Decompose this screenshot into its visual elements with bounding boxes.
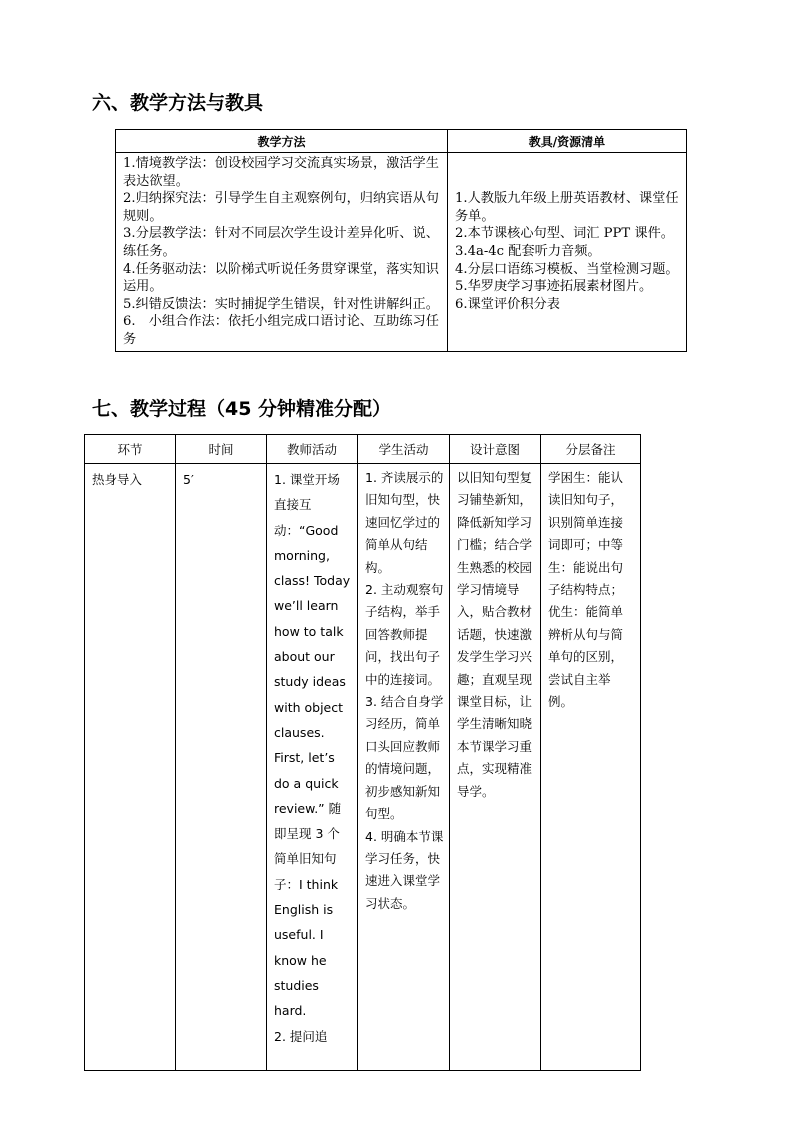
tiered-notes-cell: 学困生：能认读旧知句子，识别简单连接词即可；中等生：能说出句子结构特点；优生：能简单辨析从句与简单句的区别，尝试自主举例。 (541, 464, 641, 1071)
student-activity-item: 1. 齐读展示的旧知句型，快速回忆学过的简单从句结构。 (365, 470, 444, 575)
time-header: 时间 (176, 435, 267, 464)
method-item: 3.分层教学法：针对不同层次学生设计差异化听、说、练任务。 (123, 226, 439, 259)
resource-item: 3.4a-4c 配套听力音频。 (455, 243, 601, 259)
student-activity-header: 学生活动 (358, 435, 450, 464)
teacher-activity-item: 1. 课堂开场直接互动：“Good morning, class! Today we’ll learn how to talk about our study ideas with object clauses. First, let’s do a quick review.” 随即呈现 3 个简单旧知句子：I think English is useful. I know he studies hard. (274, 472, 351, 1019)
section-seven-title: 七、教学过程（45 分钟精准分配） (92, 398, 392, 420)
teacher-activity-header: 教师活动 (267, 435, 358, 464)
teacher-activity-item: 2. 提问追 (274, 1028, 328, 1044)
resource-item: 5.华罗庚学习事迹拓展素材图片。 (455, 279, 653, 295)
stage-cell: 热身导入 (85, 464, 176, 1071)
methods-header: 教学方法 (116, 130, 448, 153)
student-activity-item: 3. 结合自身学习经历，简单口头回应教师的情境问题，初步感知新知句型。 (365, 694, 444, 822)
tiered-notes-header: 分层备注 (541, 435, 641, 464)
teacher-activity-cell (267, 464, 358, 1071)
methods-cell (116, 153, 448, 352)
teaching-process-table (84, 434, 641, 1071)
resources-header: 教具/资源清单 (448, 130, 687, 153)
method-item: 6. 小组合作法：依托小组完成口语讨论、互助练习任务 (123, 314, 439, 347)
resource-item: 4.分层口语练习模板、当堂检测习题。 (455, 261, 679, 277)
resources-cell (448, 153, 687, 352)
design-purpose-header: 设计意图 (450, 435, 541, 464)
student-activity-cell (358, 464, 450, 1071)
method-item: 2.归纳探究法：引导学生自主观察例句，归纳宾语从句规则。 (123, 191, 439, 224)
resource-item: 2.本节课核心句型、词汇 PPT 课件。 (455, 226, 674, 242)
time-cell: 5′ (176, 464, 267, 1071)
method-item: 1.情境教学法：创设校园学习交流真实场景，激活学生表达欲望。 (123, 156, 439, 189)
table-header-row (85, 435, 641, 464)
table-header-row (116, 130, 687, 153)
table-row (85, 464, 641, 1071)
section-six-title: 六、教学方法与教具 (92, 92, 264, 114)
table-row (116, 153, 687, 352)
stage-header: 环节 (85, 435, 176, 464)
student-activity-item: 2. 主动观察句子结构，举手回答教师提问，找出句子中的连接词。 (365, 582, 444, 687)
method-item: 5.纠错反馈法：实时捕捉学生错误，针对性讲解纠正。 (123, 296, 439, 312)
resource-item: 6.课堂评价积分表 (455, 296, 560, 312)
design-purpose-cell: 以旧知句型复习铺垫新知，降低新知学习门槛；结合学生熟悉的校园学习情境导入，贴合教材话题，快速激发学生学习兴趣；直观呈现课堂目标，让学生清晰知晓本节课学习重点，实现精准导学。 (450, 464, 541, 1071)
student-activity-item: 4. 明确本节课学习任务，快速进入课堂学习状态。 (365, 828, 444, 911)
methods-resources-table (115, 129, 687, 352)
method-item: 4.任务驱动法：以阶梯式听说任务贯穿课堂，落实知识运用。 (123, 261, 439, 295)
resource-item: 1.人教版九年级上册英语教材、课堂任务单。 (455, 191, 679, 224)
